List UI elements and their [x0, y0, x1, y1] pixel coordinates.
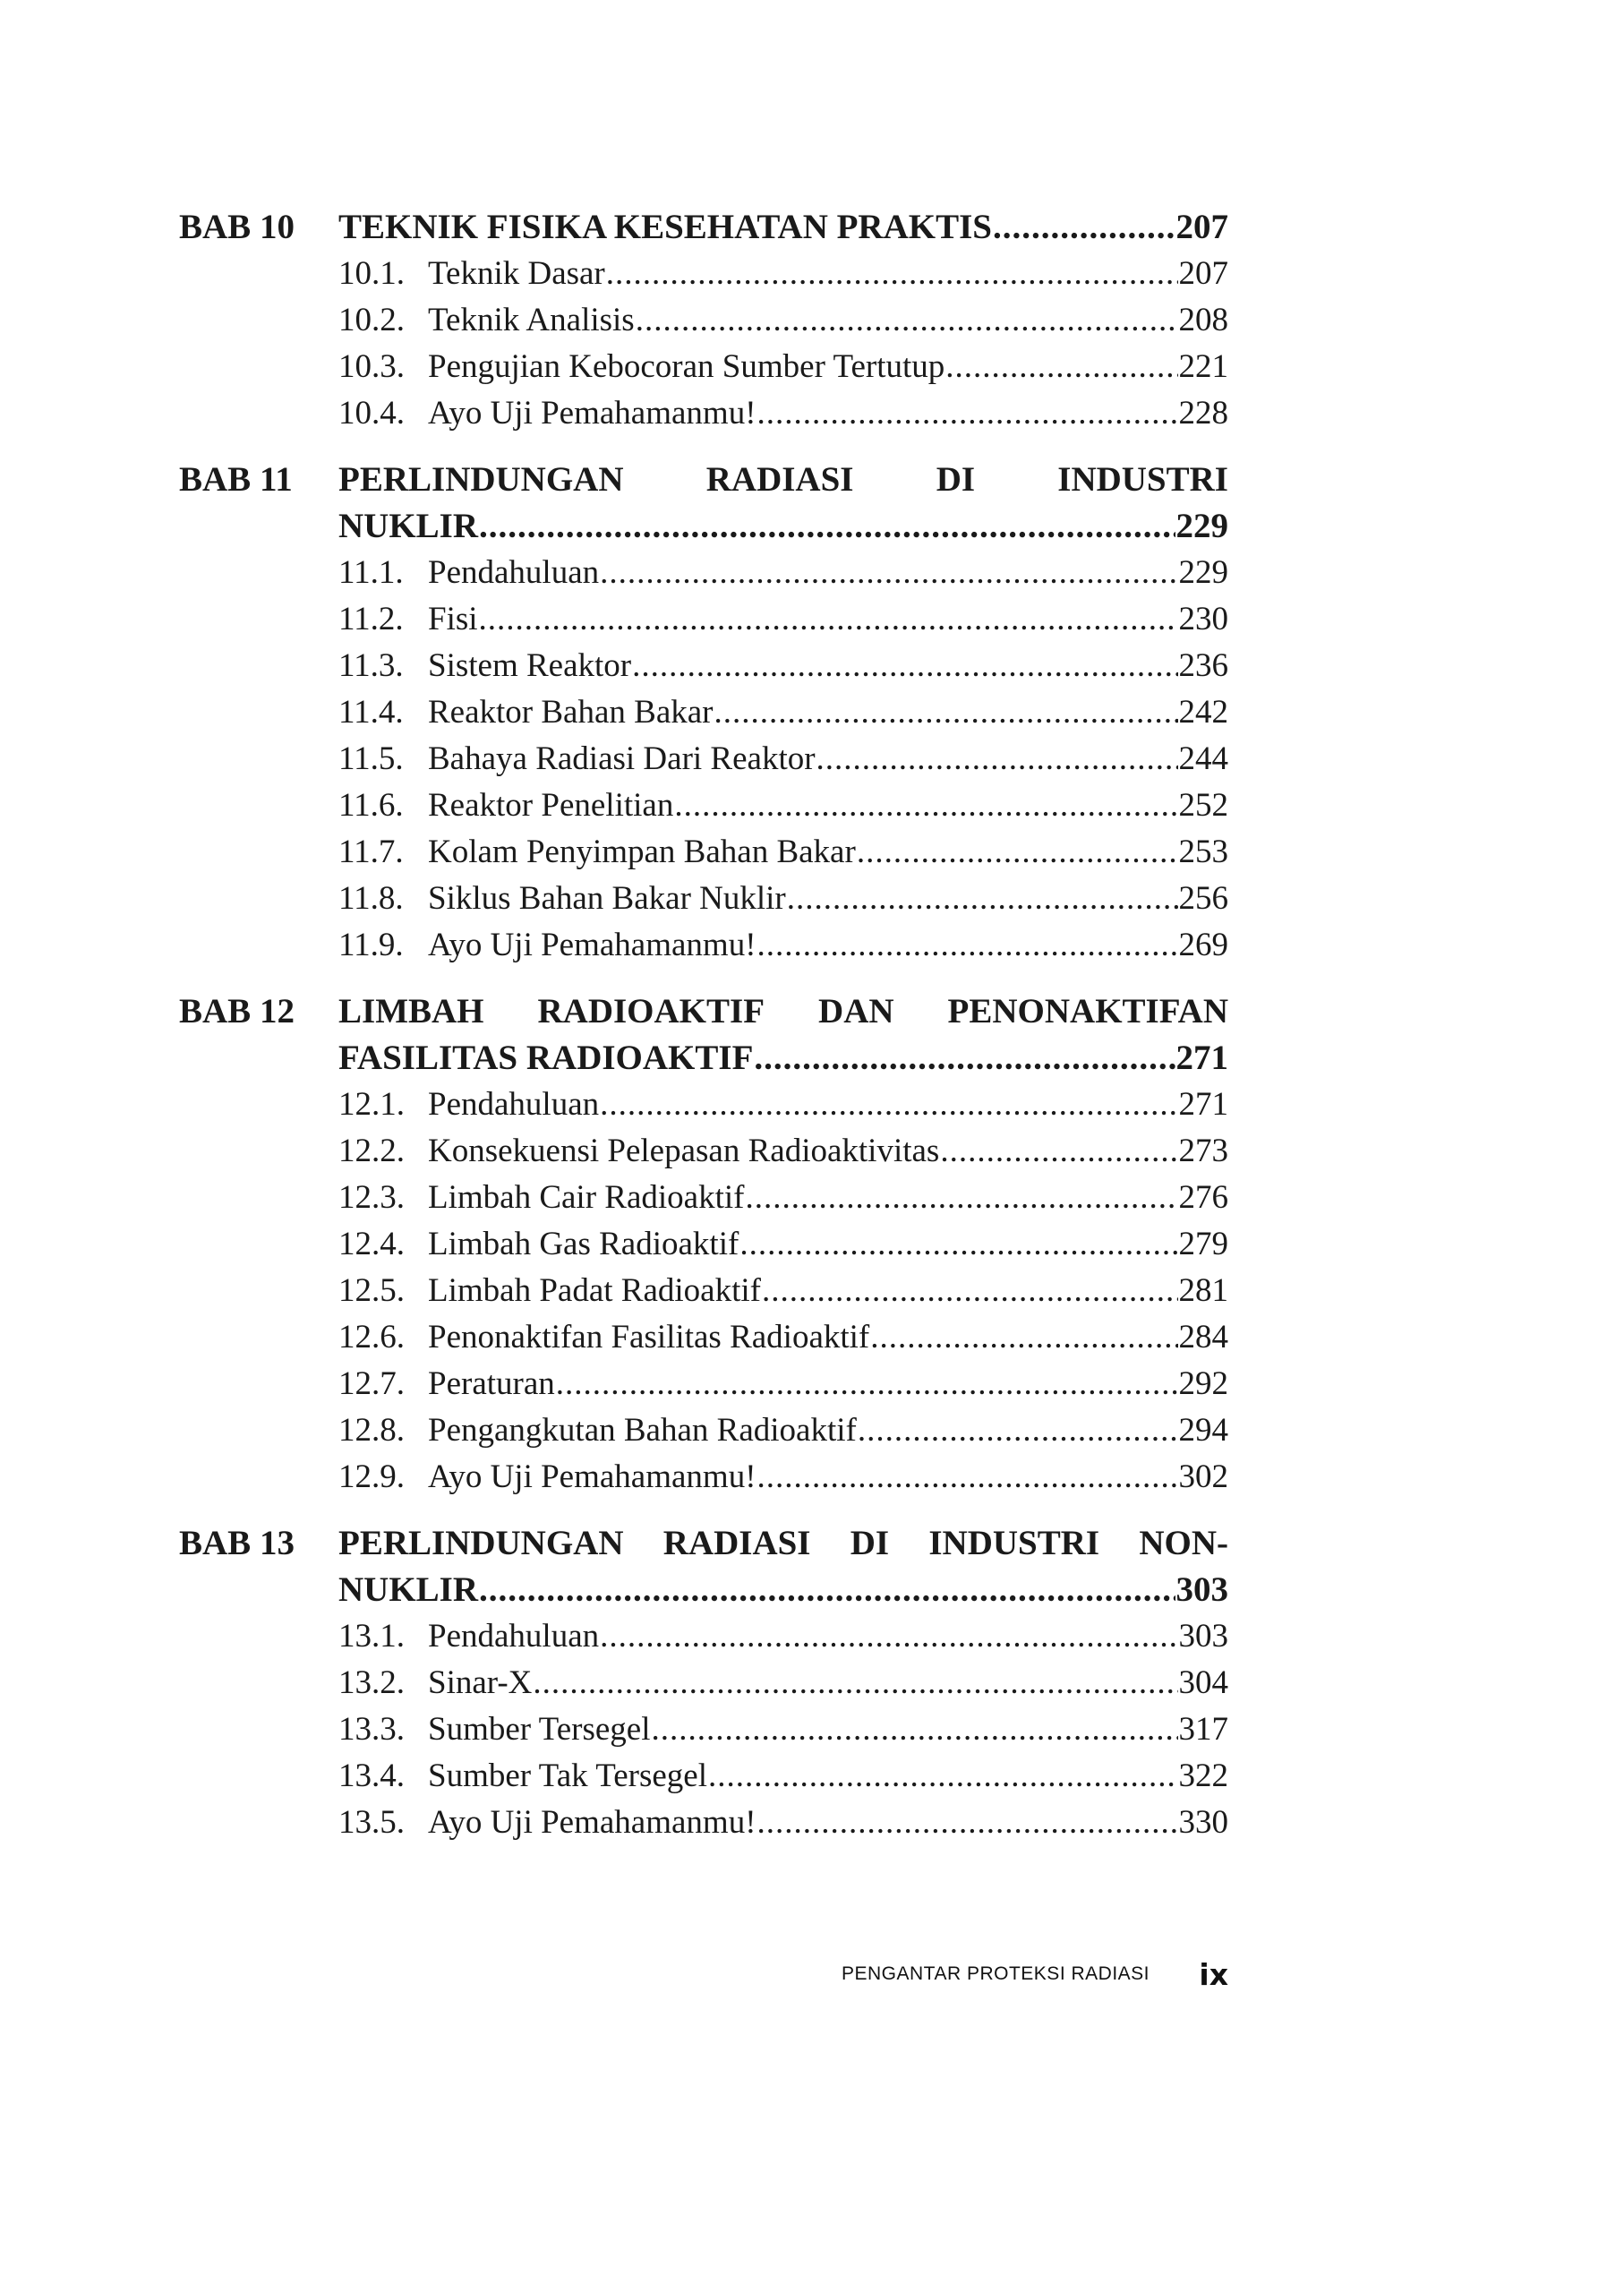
section-title: Sistem Reaktor [428, 647, 632, 684]
chapter-title [338, 988, 1228, 1082]
toc-section-entry[interactable] [338, 1268, 1228, 1314]
section-number: 13.4. [338, 1757, 405, 1794]
chapter-title-word: RADIASI [662, 1524, 811, 1562]
chapter-title-line [338, 988, 1228, 1035]
page-footer [842, 1952, 1228, 1997]
toc-section-entry[interactable] [338, 1175, 1228, 1221]
section-number: 11.3. [338, 647, 404, 684]
dot-leader [600, 550, 1177, 596]
section-page-number: 256 [1178, 880, 1228, 917]
section-heading [338, 1454, 756, 1501]
chapter-title-word: DAN [818, 992, 894, 1031]
section-number: 11.2. [338, 601, 404, 637]
dot-leader [479, 596, 1178, 643]
toc-section-entry[interactable] [338, 297, 1228, 344]
toc-section-entry[interactable] [338, 1706, 1228, 1753]
toc-chapter [179, 988, 1228, 1501]
section-title: Ayo Uji Pemahamanmu! [428, 1804, 756, 1841]
toc-section-entry[interactable] [338, 1314, 1228, 1361]
dot-leader [945, 344, 1177, 390]
section-heading [338, 390, 756, 437]
section-title: Pendahuluan [428, 554, 600, 591]
section-title: Reaktor Penelitian [428, 787, 674, 824]
chapter-title-text: FASILITAS RADIOAKTIF [338, 1039, 754, 1077]
section-heading [338, 1175, 744, 1221]
chapter-title-word: DI [850, 1524, 890, 1562]
dot-leader [754, 1035, 1175, 1082]
chapter-title-word: RADIASI [705, 460, 854, 499]
dot-leader [600, 1082, 1177, 1128]
section-number: 13.5. [338, 1804, 405, 1841]
chapter-title-entry[interactable] [338, 204, 1228, 251]
section-page-number: 229 [1178, 554, 1228, 591]
section-title: Sumber Tak Tersegel [428, 1757, 707, 1794]
section-page-number: 292 [1178, 1365, 1228, 1402]
toc-chapter [179, 204, 1228, 437]
section-heading [338, 251, 605, 297]
toc-section-entry[interactable] [338, 689, 1228, 736]
section-page-number: 269 [1178, 927, 1228, 963]
section-heading [338, 1268, 761, 1314]
section-number: 11.4. [338, 694, 404, 731]
dot-leader [757, 1800, 1178, 1846]
section-number: 12.6. [338, 1319, 405, 1356]
section-number: 10.1. [338, 255, 405, 292]
chapter-number: BAB 11 [179, 460, 293, 499]
toc-section-entry[interactable] [338, 783, 1228, 829]
section-page-number: 253 [1178, 834, 1228, 870]
chapter-title-word: RADIOAKTIF [537, 992, 765, 1031]
section-heading [338, 1753, 707, 1800]
section-page-number: 221 [1178, 348, 1228, 385]
dot-leader [870, 1314, 1177, 1361]
section-number: 11.1. [338, 554, 404, 591]
section-number: 11.6. [338, 787, 404, 824]
section-heading [338, 1314, 869, 1361]
chapter-number: BAB 13 [179, 1524, 295, 1562]
section-number: 13.1. [338, 1618, 405, 1655]
toc-section-entry[interactable] [338, 344, 1228, 390]
toc-section-entry[interactable] [338, 736, 1228, 783]
section-title: Sumber Tersegel [428, 1711, 651, 1748]
section-page-number: 273 [1178, 1133, 1228, 1169]
chapter-title-entry[interactable] [338, 503, 1228, 550]
toc-chapter [179, 1520, 1228, 1846]
dot-leader [636, 297, 1178, 344]
chapter-title-word: DI [936, 460, 976, 499]
section-page-number: 271 [1178, 1086, 1228, 1123]
section-number: 11.5. [338, 740, 404, 777]
dot-leader [600, 1613, 1177, 1660]
toc-section-entry[interactable] [338, 1128, 1228, 1175]
chapter-number: BAB 10 [179, 208, 295, 246]
section-heading [338, 643, 631, 689]
toc-section-entry[interactable] [338, 550, 1228, 596]
chapter-number: BAB 12 [179, 992, 295, 1031]
section-number: 10.2. [338, 302, 405, 338]
section-title: Reaktor Bahan Bakar [428, 694, 714, 731]
chapter-title-word: PENONAKTIFAN [947, 992, 1228, 1031]
section-title: Teknik Dasar [428, 255, 605, 292]
section-page-number: 228 [1178, 395, 1228, 432]
chapter-title [338, 204, 1228, 251]
chapter-page-number: 229 [1175, 507, 1228, 545]
chapter-title [338, 457, 1228, 550]
section-number: 13.2. [338, 1664, 405, 1701]
section-page-number: 294 [1178, 1412, 1228, 1449]
section-page-number: 244 [1178, 740, 1228, 777]
section-heading [338, 297, 635, 344]
section-page-number: 330 [1178, 1804, 1228, 1841]
section-page-number: 317 [1178, 1711, 1228, 1748]
section-title: Ayo Uji Pemahamanmu! [428, 395, 756, 432]
section-title: Bahaya Radiasi Dari Reaktor [428, 740, 816, 777]
chapter-title-text: NUKLIR [338, 1570, 479, 1609]
section-page-number: 322 [1178, 1757, 1228, 1794]
section-title: Limbah Gas Radioaktif [428, 1226, 739, 1262]
section-number: 12.1. [338, 1086, 405, 1123]
toc-section-entry[interactable] [338, 643, 1228, 689]
section-heading [338, 1361, 555, 1407]
section-title: Pengangkutan Bahan Radioaktif [428, 1412, 857, 1449]
section-page-number: 208 [1178, 302, 1228, 338]
section-page-number: 207 [1178, 255, 1228, 292]
dot-leader [762, 1268, 1178, 1314]
toc-section-entry[interactable] [338, 876, 1228, 922]
dot-leader [479, 1567, 1175, 1613]
dot-leader [857, 829, 1178, 876]
section-heading [338, 829, 856, 876]
section-title: Siklus Bahan Bakar Nuklir [428, 880, 786, 917]
chapter-page-number: 271 [1175, 1039, 1228, 1077]
section-title: Pendahuluan [428, 1618, 600, 1655]
section-heading [338, 1800, 756, 1846]
toc-section-entry[interactable] [338, 1660, 1228, 1706]
chapter-title-word: PERLINDUNGAN [338, 460, 624, 499]
section-number: 12.2. [338, 1133, 405, 1169]
dot-leader [757, 1454, 1178, 1501]
chapter-title-word: PERLINDUNGAN [338, 1524, 624, 1562]
section-heading [338, 1082, 599, 1128]
section-number: 11.7. [338, 834, 404, 870]
section-page-number: 281 [1178, 1272, 1228, 1309]
section-page-number: 302 [1178, 1458, 1228, 1495]
section-heading [338, 736, 816, 783]
dot-leader [708, 1753, 1178, 1800]
toc-section-entry[interactable] [338, 1753, 1228, 1800]
section-heading [338, 922, 756, 969]
dot-leader [674, 783, 1177, 829]
section-heading [338, 1407, 857, 1454]
section-page-number: 230 [1178, 601, 1228, 637]
section-page-number: 284 [1178, 1319, 1228, 1356]
toc-section-entry[interactable] [338, 596, 1228, 643]
chapter-title-line [338, 1520, 1228, 1567]
section-number: 11.9. [338, 927, 404, 963]
section-heading [338, 550, 599, 596]
section-page-number: 303 [1178, 1618, 1228, 1655]
dot-leader [714, 689, 1178, 736]
chapter-title-text: TEKNIK FISIKA KESEHATAN PRAKTIS [338, 208, 992, 246]
table-of-contents [179, 204, 1228, 1866]
section-page-number: 242 [1178, 694, 1228, 731]
section-title: Pengujian Kebocoran Sumber Tertutup [428, 348, 945, 385]
dot-leader [556, 1361, 1178, 1407]
chapter-title-word: INDUSTRI [928, 1524, 1100, 1562]
toc-section-entry[interactable] [338, 1407, 1228, 1454]
dot-leader [479, 503, 1175, 550]
toc-section-entry[interactable] [338, 1800, 1228, 1846]
section-number: 12.8. [338, 1412, 405, 1449]
chapter-title-text: NUKLIR [338, 507, 479, 545]
running-title: PENGANTAR PROTEKSI RADIASI [842, 1963, 1150, 1984]
section-number: 12.7. [338, 1365, 405, 1402]
chapter-title-word: LIMBAH [338, 992, 484, 1031]
chapter-page-number: 207 [1175, 208, 1228, 246]
chapter-page-number: 303 [1175, 1570, 1228, 1609]
section-title: Limbah Cair Radioaktif [428, 1179, 745, 1216]
section-title: Kolam Penyimpan Bahan Bakar [428, 834, 856, 870]
section-heading [338, 1613, 599, 1660]
section-title: Sinar-X [428, 1664, 533, 1701]
section-title: Ayo Uji Pemahamanmu! [428, 1458, 756, 1495]
section-title: Limbah Padat Radioaktif [428, 1272, 761, 1309]
chapter-title-word: NON- [1139, 1524, 1228, 1562]
dot-leader [816, 736, 1178, 783]
section-number: 13.3. [338, 1711, 405, 1748]
section-title: Konsekuensi Pelepasan Radioaktivitas [428, 1133, 940, 1169]
section-heading [338, 783, 673, 829]
section-page-number: 276 [1178, 1179, 1228, 1216]
toc-section-entry[interactable] [338, 1221, 1228, 1268]
section-heading [338, 1128, 939, 1175]
section-heading [338, 344, 944, 390]
chapter-title-entry[interactable] [338, 1035, 1228, 1082]
chapter-title-line [338, 457, 1228, 503]
toc-section-entry[interactable] [338, 1361, 1228, 1407]
dot-leader [739, 1221, 1177, 1268]
section-heading [338, 1221, 739, 1268]
section-title: Ayo Uji Pemahamanmu! [428, 927, 756, 963]
page-number: ix [1199, 1956, 1228, 1992]
section-heading [338, 596, 478, 643]
toc-chapter [179, 457, 1228, 969]
section-heading [338, 689, 714, 736]
toc-section-entry[interactable] [338, 829, 1228, 876]
dot-leader [757, 390, 1178, 437]
dot-leader [757, 922, 1178, 969]
section-title: Penonaktifan Fasilitas Radioaktif [428, 1319, 870, 1356]
section-page-number: 304 [1178, 1664, 1228, 1701]
section-number: 12.4. [338, 1226, 405, 1262]
section-heading [338, 1706, 650, 1753]
section-number: 11.8. [338, 880, 404, 917]
toc-section-entry[interactable] [338, 1454, 1228, 1501]
section-page-number: 279 [1178, 1226, 1228, 1262]
chapter-title-word: INDUSTRI [1057, 460, 1228, 499]
section-page-number: 236 [1178, 647, 1228, 684]
dot-leader [606, 251, 1178, 297]
dot-leader [533, 1660, 1177, 1706]
toc-section-entry[interactable] [338, 251, 1228, 297]
section-number: 10.4. [338, 395, 405, 432]
toc-section-entry[interactable] [338, 1082, 1228, 1128]
section-number: 12.9. [338, 1458, 405, 1495]
toc-section-entry[interactable] [338, 1613, 1228, 1660]
section-title: Peraturan [428, 1365, 555, 1402]
toc-section-entry[interactable] [338, 922, 1228, 969]
dot-leader [787, 876, 1178, 922]
dot-leader [745, 1175, 1177, 1221]
toc-section-entry[interactable] [338, 390, 1228, 437]
section-number: 12.5. [338, 1272, 405, 1309]
section-page-number: 252 [1178, 787, 1228, 824]
dot-leader [651, 1706, 1177, 1753]
section-heading [338, 876, 786, 922]
dot-leader [993, 204, 1175, 251]
dot-leader [940, 1128, 1177, 1175]
section-title: Teknik Analisis [428, 302, 635, 338]
dot-leader [632, 643, 1177, 689]
section-number: 12.3. [338, 1179, 405, 1216]
chapter-title-entry[interactable] [338, 1567, 1228, 1613]
section-title: Pendahuluan [428, 1086, 600, 1123]
section-heading [338, 1660, 532, 1706]
section-title: Fisi [428, 601, 478, 637]
dot-leader [858, 1407, 1178, 1454]
chapter-title [338, 1520, 1228, 1613]
section-number: 10.3. [338, 348, 405, 385]
